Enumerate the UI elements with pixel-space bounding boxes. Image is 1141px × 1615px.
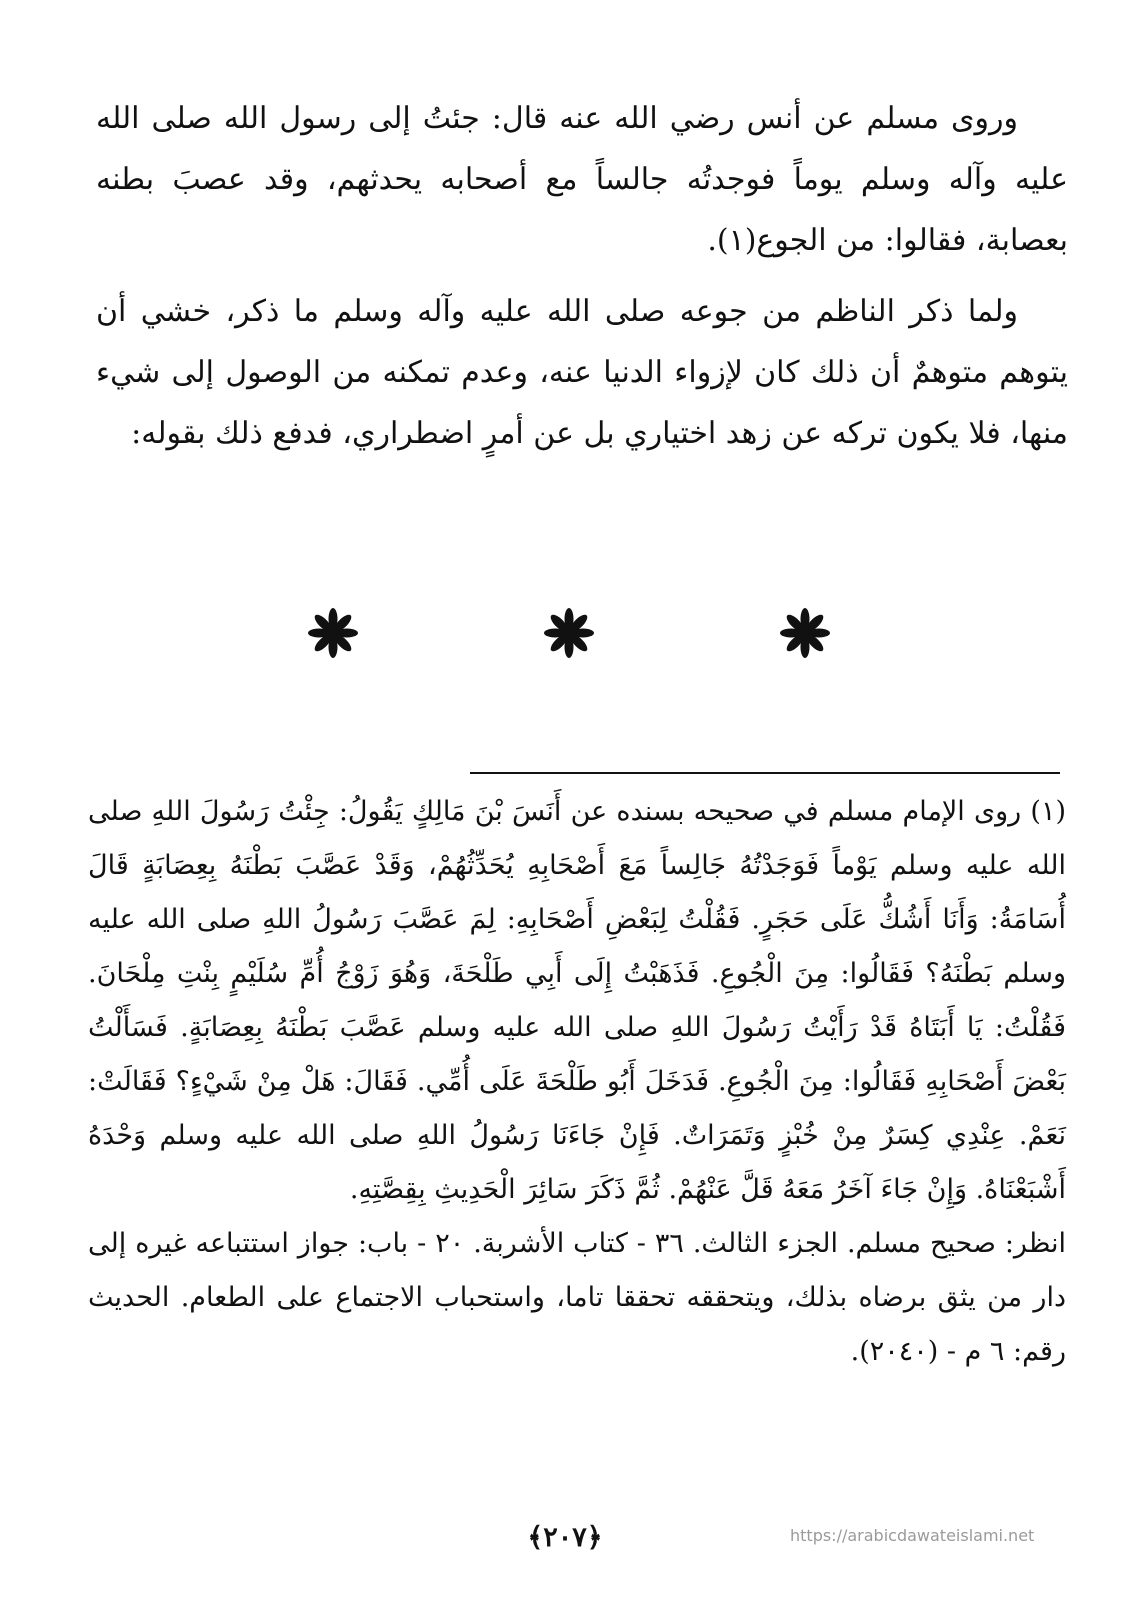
asterisk-flower-icon [541, 605, 597, 661]
watermark-url: https://arabicdawateislami.net [790, 1526, 1035, 1545]
asterisk-flower-icon [777, 605, 833, 661]
main-text-block [96, 88, 1068, 464]
asterisk-flower-icon [305, 605, 361, 661]
footnote-paragraph-2: انظر: صحيح مسلم. الجزء الثالث. ٣٦ - كتاب الأشربة. ٢٠ - باب: جواز استتباعه غيره إلى دار من يثق برضاه بذلك، ويتحققه تحققا تاما، واستحباب الاجتماع على الطعام. الحديث رقم: ٦ م - (٢٠٤٠). [88, 1228, 1066, 1367]
section-divider-ornaments [0, 605, 1141, 665]
footnote-block [88, 785, 1066, 1379]
page-number: ﴿٢٠٧﴾ [527, 1522, 603, 1553]
footnote-divider [470, 772, 1060, 774]
main-paragraph-2: ولما ذكر الناظم من جوعه صلى الله عليه وآله وسلم ما ذكر، خشي أن يتوهم متوهمٌ أن ذلك كان لإزواء الدنيا عنه، وعدم تمكنه من الوصول إلى شيء منها، فلا يكون تركه عن زهد اختياري بل عن أمرٍ اضطراري، فدفع ذلك بقوله: [96, 294, 1068, 451]
footnote-paragraph-1: (١) روى الإمام مسلم في صحيحه بسنده عن أَنَسَ بْنَ مَالِكٍ يَقُولُ: جِئْتُ رَسُولَ اللهِ صلى الله عليه وسلم يَوْماً فَوَجَدْتُهُ جَالِساً مَعَ أَصْحَابِهِ يُحَدِّثُهُمْ، وَقَدْ عَصَّبَ بَطْنَهُ بِعِصَابَةٍ قَالَ أُسَامَةُ: وَأَنَا أَشُكُّ عَلَى حَجَرٍ. فَقُلْتُ لِبَعْضِ أَصْحَابِهِ: لِمَ عَصَّبَ رَسُولُ اللهِ صلى الله عليه وسلم بَطْنَهُ؟ فَقَالُوا: مِنَ الْجُوعِ. فَذَهَبْتُ إِلَى أَبِي طَلْحَةَ، وَهُوَ زَوْجُ أُمِّ سُلَيْمٍ بِنْتِ مِلْحَانَ. فَقُلْتُ: يَا أَبَتَاهُ قَدْ رَأَيْتُ رَسُولَ اللهِ صلى الله عليه وسلم عَصَّبَ بَطْنَهُ بِعِصَابَةٍ. فَسَأَلْتُ بَعْضَ أَصْحَابِهِ فَقَالُوا: مِنَ الْجُوعِ. فَدَخَلَ أَبُو طَلْحَةَ عَلَى أُمِّي. فَقَالَ: هَلْ مِنْ شَيْءٍ؟ فَقَالَتْ: نَعَمْ. عِنْدِي كِسَرٌ مِنْ خُبْزٍ وَتَمَرَاتٌ. فَإِنْ جَاءَنَا رَسُولُ اللهِ صلى الله عليه وسلم وَحْدَهُ أَشْبَعْنَاهُ. وَإِنْ جَاءَ آخَرُ مَعَهُ قَلَّ عَنْهُمْ. ثُمَّ ذَكَرَ سَائِرَ الْحَدِيثِ بِقِصَّتِهِ. [88, 796, 1066, 1205]
main-paragraph-1: وروى مسلم عن أنس رضي الله عنه قال: جئتُ إلى رسول الله صلى الله عليه وآله وسلم يوماً فوجدتُه جالساً مع أصحابه يحدثهم، وقد عصبَ بطنه بعصابة، فقالوا: من الجوع(١). [96, 101, 1068, 258]
